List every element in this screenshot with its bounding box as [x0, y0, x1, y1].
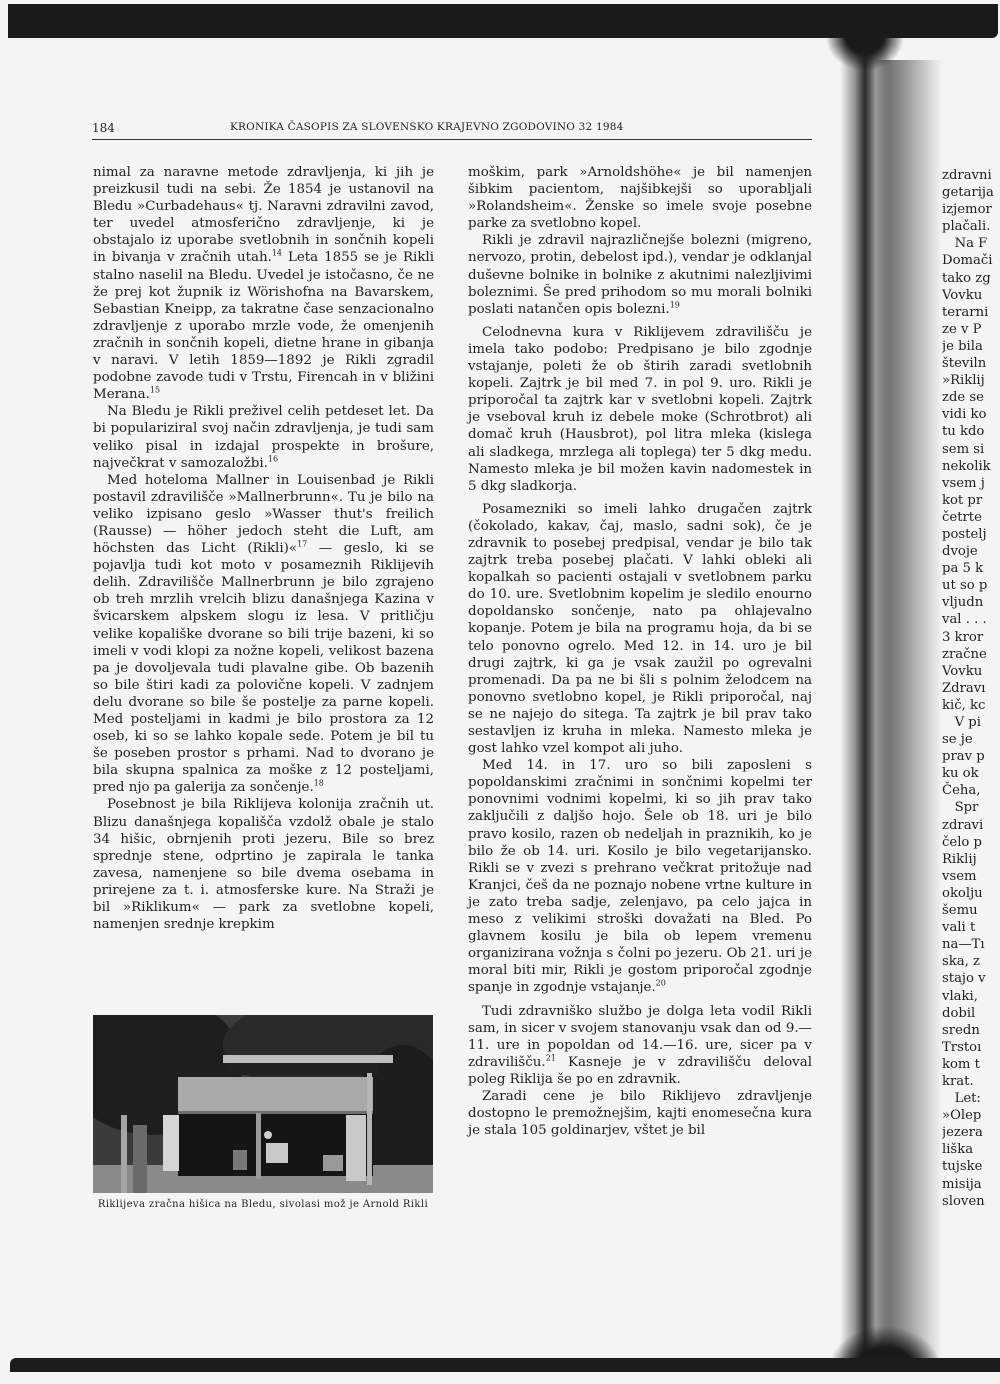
paragraph-text: — geslo, ki se pojavlja tudi kot moto v posameznih Riklijevih delih. Zdravilišče Mallnerbrunn je bilo zgrajeno ob treh mrzlih vrelcih blizu današnjega Kazina v švicarskem alpskem slogu iz lesa. V pritličju velike kopališke dvorane so bili trije bazeni, ki so imeli v vodi klopi za nožne kopeli, velikost bazena pa je dovoljevala tudi plavalne gibe. Ob bazenih so bile štiri kadi za polovične kopeli. V zadnjem delu dvorane so bile še postelje za parne kopeli. Med posteljami in kadmi je bilo prostora za 12 oseb, ki so se lahko kopale sede. Potem je bil tu še poseben prostor s prhami. Nad to dvorano je bila skupna spalnica za moške z 12 posteljami, pred njo pa galerija za sončenje.	[93, 541, 434, 796]
fragment-line: tu kdo	[942, 424, 985, 440]
fragment-line: 3 kror	[942, 629, 984, 645]
paragraph	[93, 164, 434, 403]
fragment-line: tako zg	[942, 270, 991, 286]
fragment-line: ska, z	[942, 954, 980, 970]
fragment-line: sem si	[942, 441, 985, 457]
paragraph	[93, 472, 434, 797]
fragment-line: je bila	[942, 338, 983, 354]
fragment-line: Trstoı	[942, 1039, 982, 1055]
footnote-ref: 16	[267, 454, 279, 464]
paragraph	[468, 164, 812, 232]
figure-caption: Riklijeva zračna hišica na Bledu, sivolasi mož je Arnold Rikli	[97, 1199, 429, 1210]
footnote-ref: 19	[669, 300, 680, 310]
fragment-line: Vovku	[942, 663, 983, 679]
fragment-line: ze v P	[942, 321, 982, 337]
fragment-line: šemu	[942, 903, 978, 919]
paragraph	[93, 796, 434, 933]
fragment-line: dobil	[942, 1005, 976, 1021]
fragment-line: Čeha,	[942, 783, 981, 799]
fragment-line: tujske	[942, 1159, 983, 1175]
fragment-line: pa 5 k	[942, 561, 984, 577]
footnote-ref: 15	[149, 385, 161, 395]
fragment-line: V pi	[942, 715, 981, 730]
fragment-line: se je	[942, 732, 973, 748]
fragment-line: plačali.	[942, 219, 991, 235]
paragraph-text: Zaradi cene je bilo Riklijevo zdravljenje dostopno le premožnejšim, kajti enomesečna kura je stala 105 goldinarjev, vštet je bil	[468, 1088, 812, 1139]
air-hut-photo	[93, 1015, 433, 1193]
paragraph	[468, 757, 812, 996]
journal-title: KRONIKA ČASOPIS ZA SLOVENSKO KRAJEVNO ZGODOVINO 32 1984	[230, 121, 624, 133]
fragment-line: vljudn	[942, 595, 984, 611]
paragraph-text: Tudi zdravniško službo je dolga leta vodil Rikli sam, in sicer v svojem stanovanju vsak dan od 9.—11. ure in popoldan od 14.—16. ure, sicer pa v zdravilišču.	[468, 1003, 812, 1070]
fragment-line: »Olep	[942, 1108, 982, 1124]
fragment-line: sloven	[942, 1193, 985, 1209]
fragment-line: krat.	[942, 1073, 974, 1089]
fragment-line: zde se	[942, 390, 984, 406]
paragraph-text: Kasneje je v zdravilišču deloval poleg Riklija še po en zdravnik.	[468, 1054, 812, 1087]
fragment-line: vsem j	[942, 475, 985, 491]
page-number: 184	[92, 121, 115, 135]
footnote-ref: 21	[545, 1053, 556, 1063]
paragraph	[468, 1003, 812, 1088]
fragment-line: prav p	[942, 749, 985, 765]
gutter-top-shadow	[820, 36, 910, 76]
fragment-line: na—Tı	[942, 937, 985, 953]
paragraph	[93, 403, 434, 471]
fragment-line: kič, kc	[942, 697, 986, 713]
fragment-line: stajo v	[942, 971, 986, 987]
fragment-line: misija	[942, 1176, 982, 1192]
fragment-line: Let:	[942, 1091, 981, 1107]
middle-column	[468, 164, 812, 1139]
paragraph-text: Leta 1855 se je Rikli stalno naselil na Bledu. Uvedel je istočasno, če ne že prej kot župnik iz Wörishofna na Bavarskem, Sebastian Kneipp, za takratne čase senzacionalno zdravljenje z uporabo mrzle vode, že omenjenih zračnih in sončnih kopeli, dietne hrane in gibanja v naravi. V letih 1859—1892 je Rikli zgradil podobne zavode tudi v Trstu, Firencah in v bližini Merana.	[93, 250, 434, 403]
fragment-line: Domači	[942, 253, 993, 269]
fragment-line: okolju	[942, 885, 983, 901]
footnote-ref: 20	[655, 978, 666, 988]
fragment-line: kom t	[942, 1056, 980, 1072]
fragment-line: Zdravı	[942, 680, 986, 696]
paragraph-text: nimal za naravne metode zdravljenja, ki jih je preizkusil tudi na sebi. Že 1854 je ustanovil na Bledu »Curbadehaus« tj. Naravni zdravilni zavod, ter uvedel atmosferično zdravljenje, ki je obstajalo iz uporabe svetlobnih in sončnih kopeli in bivanja v zračnih utah.	[93, 165, 434, 266]
fragment-line: Vovku	[942, 287, 983, 303]
left-column	[93, 164, 434, 933]
fragment-line: četrte	[942, 509, 982, 525]
paragraph	[468, 324, 812, 495]
fragment-line: »Riklij	[942, 373, 985, 389]
fragment-line: vidi ko	[942, 407, 987, 423]
fragment-line: številn	[942, 356, 987, 372]
running-header	[92, 121, 812, 140]
scan-top-edge	[8, 4, 998, 38]
paragraph-text: Med hoteloma Mallner in Louisenbad je Rikli postavil zdravilišče »Mallnerbrunn«. Tu je bilo na veliko izpisano geslo »Wasser thut's freilich (Rausse) — höher jedoch steht die Luft, am höchsten das Licht (Rikli)«	[93, 472, 434, 557]
fragment-line: nekolik	[942, 458, 991, 474]
fragment-line: kot pr	[942, 492, 983, 508]
footnote-ref: 14	[271, 249, 283, 258]
fragment-line: vsem	[942, 868, 977, 884]
fragment-line: Spr	[942, 800, 979, 816]
paragraph-text: Rikli je zdravil najrazličnejše bolezni (migreno, nervozo, protin, debelost ipd.), vendar je odklanjal duševne bolnike in bolnike z akutnimi nalezljivimi boleznimi. Še pred prihodom so mu morali bolniki poslati natančen opis bolezni.	[468, 233, 812, 317]
fragment-line: liška	[942, 1142, 974, 1158]
paragraph-text: Posamezniki so imeli lahko drugačen zajtrk (čokolado, kakav, čaj, maslo, sadni sok), če je zdravnik to posebej predpisal, vendar je bilo tak zajtrk treba posebej plačati. V lahki obleki ali kopalkah so pacienti ostajali v svetlobnem parku do 10. ure. Svetlobnim kopelim je sledilo enourno dopoldansko sončenje, nato pa ohlajevalno kopanje. Potem je bila na programu hoja, da bi se telo ponovno ogrelo. Med 12. in 14. uro je bil drugi zajtrk, ki ga je vsak zaužil po ogrevalni promenadi. Da pa ne bi šli s polnim želodcem na ponovno svetlobno kopel, je Rikli priporočal, naj se ne najejo do sitega. Ta zajtrk je bil prav tako sestavljen iz kruha in mleka. Namesto mleka je gost lahko vzel kompot ali juho.	[468, 501, 812, 757]
fragment-line: zdravni	[942, 168, 992, 183]
fragment-line: čelo p	[942, 834, 982, 850]
footnote-ref: 18	[313, 778, 324, 788]
paragraph-text: moškim, park »Arnoldshöhe« je bil namenjen šibkim pacientom, najšibkejši so uporabljali »Rolandsheim«. Ženske so imele svoje posebne parke za svetlobno kopel.	[468, 165, 812, 232]
paragraph	[468, 1088, 812, 1139]
fragment-line: izjemor	[942, 202, 992, 218]
fragment-line: getarija	[942, 185, 994, 201]
paragraph-text: Posebnost je bila Riklijeva kolonija zračnih ut. Blizu današnjega kopališča vzdolž obale je stalo 34 hišic, obrnjenih proti jezeru. Bile so brez sprednje stene, odprtino je zapirala le tanka zavesa, namenjene so bile dvema osebama in prirejene za t. i. atmosferske kure. Na Straži je bil »Riklikum« — park za svetlobne kopeli, namenjen srednje krepkim	[93, 797, 434, 933]
facing-page-fragment	[942, 167, 1000, 1210]
fragment-line: Riklij	[942, 851, 977, 867]
scan-bottom-edge	[10, 1358, 1000, 1372]
fragment-line: ku ok	[942, 766, 979, 782]
book-gutter	[840, 36, 890, 1366]
fragment-line: Na F	[942, 236, 988, 252]
fragment-line: dvoje	[942, 544, 978, 560]
fragment-line: ut so p	[942, 578, 988, 594]
fragment-line: jezera	[942, 1125, 983, 1141]
fragment-line: zdravi	[942, 817, 984, 833]
figure-photo	[93, 1015, 433, 1193]
fragment-line: terarni	[942, 304, 989, 320]
fragment-line: zračne	[942, 646, 987, 662]
paragraph	[468, 232, 812, 317]
paragraph	[468, 501, 812, 757]
paragraph-text: Celodnevna kura v Riklijevem zdravilišču je imela tako podobo: Predpisano je bilo zgodnje vstajanje, poleti že ob štirih zaradi svetlobnih kopeli. Zajtrk je bil med 7. in pol 9. uro. Rikli je priporočal ta zajtrk kar v svetlobni kopeli. Zajtrk je vseboval kruh iz debele moke (Schrotbrot) ali domač kruh (Hausbrot), pol litra mleka (kislega ali sladkega, mrzlega ali toplega) ter 5 dkg medu. Namesto mleka je bil možen kavin nadomestek in 5 dkg sladkorja.	[468, 324, 812, 494]
paragraph-text: Na Bledu je Rikli preživel celih petdeset let. Da bi populariziral svoj način zdravljenja, je tudi sam veliko pisal in izdajal prospekte in brošure, največkrat v samozaložbi.	[93, 404, 434, 471]
fragment-line: postelj	[942, 526, 987, 542]
fragment-line: vlaki,	[942, 988, 978, 1004]
footnote-ref: 17	[297, 539, 308, 549]
fragment-line: val . . .	[942, 612, 987, 628]
paragraph-text: Med 14. in 17. uro so bili zaposleni s popoldanskimi zračnimi in sončnimi kopelmi ter ponovnimi vodnimi kopelmi, ki so jih prav tako zaključili z daljšo hojo. Šele ob 18. uri je bilo pravo kosilo, razen ob nedeljah in praznikih, ko je bilo že ob 14. uri. Kosilo je bilo vegetarijansko. Rikli se v zvezi s prehrano večkrat pritožuje nad Kranjci, češ da ne poznajo nobene vrtne kulture in je zato treba sadje, zelenjavo, pa celo jajca in meso z velikimi stroški dovažati na Bled. Po glavnem kosilu je bila ob lepem vremenu organizirana vožnja s čolni po jezeru. Ob 21. uri je moral biti mir, Rikli je gostom priporočal zgodnje spanje in zgodnje vstajanje.	[468, 758, 812, 996]
fragment-line: vali t	[942, 920, 976, 936]
fragment-line: sredn	[942, 1022, 980, 1038]
